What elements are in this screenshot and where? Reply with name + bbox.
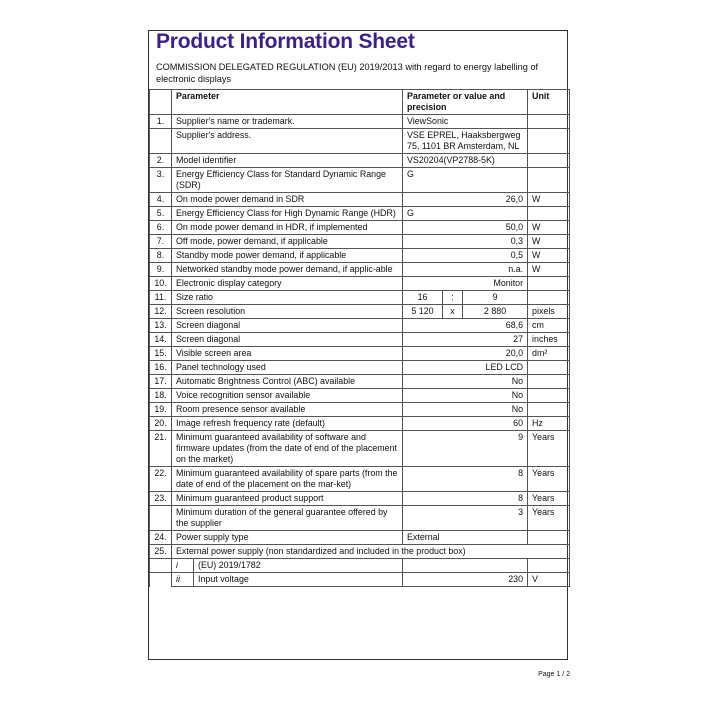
table-row [150,403,570,417]
spec-table [149,89,570,587]
row-value: ViewSonic [403,115,528,129]
row-value: 3 [403,506,528,531]
row-value: 0,3 [403,235,528,249]
row-parameter: Visible screen area [172,347,403,361]
row-unit: W [528,263,570,277]
row-value: n.a. [403,263,528,277]
row-number: 16. [150,361,172,375]
row-number [150,573,172,587]
row-number: 23. [150,492,172,506]
row-number: 8. [150,249,172,263]
row-value-b: 9 [463,291,528,305]
subrow-unit: V [528,573,570,587]
header-unit: Unit [528,90,570,115]
table-row [150,492,570,506]
table-row [150,207,570,221]
row-value: VSE EPREL, Haaksbergweg 75, 1101 BR Amsterdam, NL [403,129,528,154]
table-row [150,467,570,492]
row-value-a: 5 120 [403,305,443,319]
row-unit [528,154,570,168]
row-number: 4. [150,193,172,207]
table-row [150,417,570,431]
table-row [150,506,570,531]
row-value: 9 [403,431,528,467]
row-number: 3. [150,168,172,193]
row-parameter: Screen diagonal [172,319,403,333]
table-subrow [150,573,570,587]
row-parameter: Image refresh frequency rate (default) [172,417,403,431]
table-row [150,319,570,333]
table-row [150,115,570,129]
subrow-unit [528,559,570,573]
table-row [150,389,570,403]
row-value: G [403,207,528,221]
table-row [150,168,570,193]
row-unit: dm² [528,347,570,361]
row-unit [528,207,570,221]
row-number: 12. [150,305,172,319]
row-value-b: 2 880 [463,305,528,319]
subrow-parameter: Input voltage [194,573,403,587]
row-parameter: On mode power demand in HDR, if implemented [172,221,403,235]
row-value: 0,5 [403,249,528,263]
row-value-separator: x [443,305,463,319]
row-parameter: Minimum duration of the general guarantee offered by the supplier [172,506,403,531]
subrow-index: ii [172,573,194,587]
row-parameter: Supplier's name or trademark. [172,115,403,129]
row-number: 11. [150,291,172,305]
header-parameter: Parameter [172,90,403,115]
row-parameter: Screen resolution [172,305,403,319]
row-parameter: Size ratio [172,291,403,305]
regulation-subtitle: COMMISSION DELEGATED REGULATION (EU) 2019/2013 with regard to energy labelling of electronic displays [156,62,539,84]
row-unit: W [528,193,570,207]
row-value: LED LCD [403,361,528,375]
row-value: 8 [403,467,528,492]
row-unit: W [528,235,570,249]
row-parameter: Energy Efficiency Class for High Dynamic Range (HDR) [172,207,403,221]
row-parameter: Standby mode power demand, if applicable [172,249,403,263]
table-row [150,375,570,389]
subrow-index: i [172,559,194,573]
table-row [150,347,570,361]
row-number: 18. [150,389,172,403]
table-row [150,193,570,207]
header-no [150,90,172,115]
row-unit [528,375,570,389]
table-row [150,263,570,277]
row-number: 14. [150,333,172,347]
row-number: 7. [150,235,172,249]
row-unit [528,531,570,545]
row-parameter: Minimum guaranteed product support [172,492,403,506]
table-row [150,235,570,249]
row-unit [528,168,570,193]
row-unit: Years [528,467,570,492]
row-value: 8 [403,492,528,506]
row-number [150,506,172,531]
row-unit [528,129,570,154]
row-value: External [403,531,528,545]
row-unit: Years [528,506,570,531]
row-unit [528,277,570,291]
row-unit: Years [528,492,570,506]
row-number [150,559,172,573]
row-parameter: Power supply type [172,531,403,545]
row-number: 1. [150,115,172,129]
row-unit: Years [528,431,570,467]
row-parameter: Automatic Brightness Control (ABC) available [172,375,403,389]
row-number: 21. [150,431,172,467]
row-number: 6. [150,221,172,235]
row-parameter: Supplier's address. [172,129,403,154]
row-unit [528,115,570,129]
row-value-separator: : [443,291,463,305]
table-subrow [150,559,570,573]
row-unit: Hz [528,417,570,431]
row-parameter: Minimum guaranteed availability of software and firmware updates (from the date of end of the placement on the market) [172,431,403,467]
row-number: 19. [150,403,172,417]
table-row [150,154,570,168]
table-row [150,277,570,291]
row-parameter: Off mode, power demand, if applicable [172,235,403,249]
row-value: Monitor [403,277,528,291]
row-unit [528,291,570,305]
row-value: VS20204(VP2788-5K) [403,154,528,168]
row-parameter: Panel technology used [172,361,403,375]
table-row [150,333,570,347]
subrow-value: 230 [403,573,528,587]
row-value: No [403,375,528,389]
row-number: 15. [150,347,172,361]
table-row-power-supply [150,545,570,559]
subrow-parameter: (EU) 2019/1782 [194,559,403,573]
subrow-value [403,559,528,573]
row-unit: cm [528,319,570,333]
row-parameter: Screen diagonal [172,333,403,347]
row-number: 9. [150,263,172,277]
row-number: 24. [150,531,172,545]
row-parameter: Room presence sensor available [172,403,403,417]
row-value: G [403,168,528,193]
row-number [150,129,172,154]
row-parameter: Minimum guaranteed availability of spare parts (from the date of end of the placement on the mar-ket) [172,467,403,492]
row-value-a: 16 [403,291,443,305]
row-unit [528,361,570,375]
row-value: 60 [403,417,528,431]
row-parameter: External power supply (non standardized and included in the product box) [172,545,570,559]
row-number: 5. [150,207,172,221]
table-row [150,249,570,263]
table-row [150,531,570,545]
row-value: No [403,389,528,403]
row-number: 17. [150,375,172,389]
table-row [150,291,570,305]
row-unit: inches [528,333,570,347]
header-value: Parameter or value and precision [403,90,528,115]
row-number: 20. [150,417,172,431]
row-value: 68,6 [403,319,528,333]
row-unit: W [528,221,570,235]
row-unit [528,403,570,417]
row-unit: W [528,249,570,263]
row-parameter: Voice recognition sensor available [172,389,403,403]
row-unit [528,389,570,403]
row-number: 13. [150,319,172,333]
row-parameter: On mode power demand in SDR [172,193,403,207]
table-header-row [150,90,570,115]
page-number: Page 1 / 2 [538,671,570,678]
row-number: 22. [150,467,172,492]
row-number: 10. [150,277,172,291]
row-number: 25. [150,545,172,559]
row-unit: pixels [528,305,570,319]
page-title: Product Information Sheet [156,30,415,53]
row-parameter: Model identifier [172,154,403,168]
table-row [150,431,570,467]
row-value: 50,0 [403,221,528,235]
row-number: 2. [150,154,172,168]
table-row [150,305,570,319]
row-value: 20,0 [403,347,528,361]
row-parameter: Energy Efficiency Class for Standard Dynamic Range (SDR) [172,168,403,193]
row-value: No [403,403,528,417]
row-value: 26,0 [403,193,528,207]
table-row [150,361,570,375]
row-value: 27 [403,333,528,347]
table-row [150,221,570,235]
row-parameter: Electronic display category [172,277,403,291]
table-row [150,129,570,154]
row-parameter: Networked standby mode power demand, if applic-able [172,263,403,277]
